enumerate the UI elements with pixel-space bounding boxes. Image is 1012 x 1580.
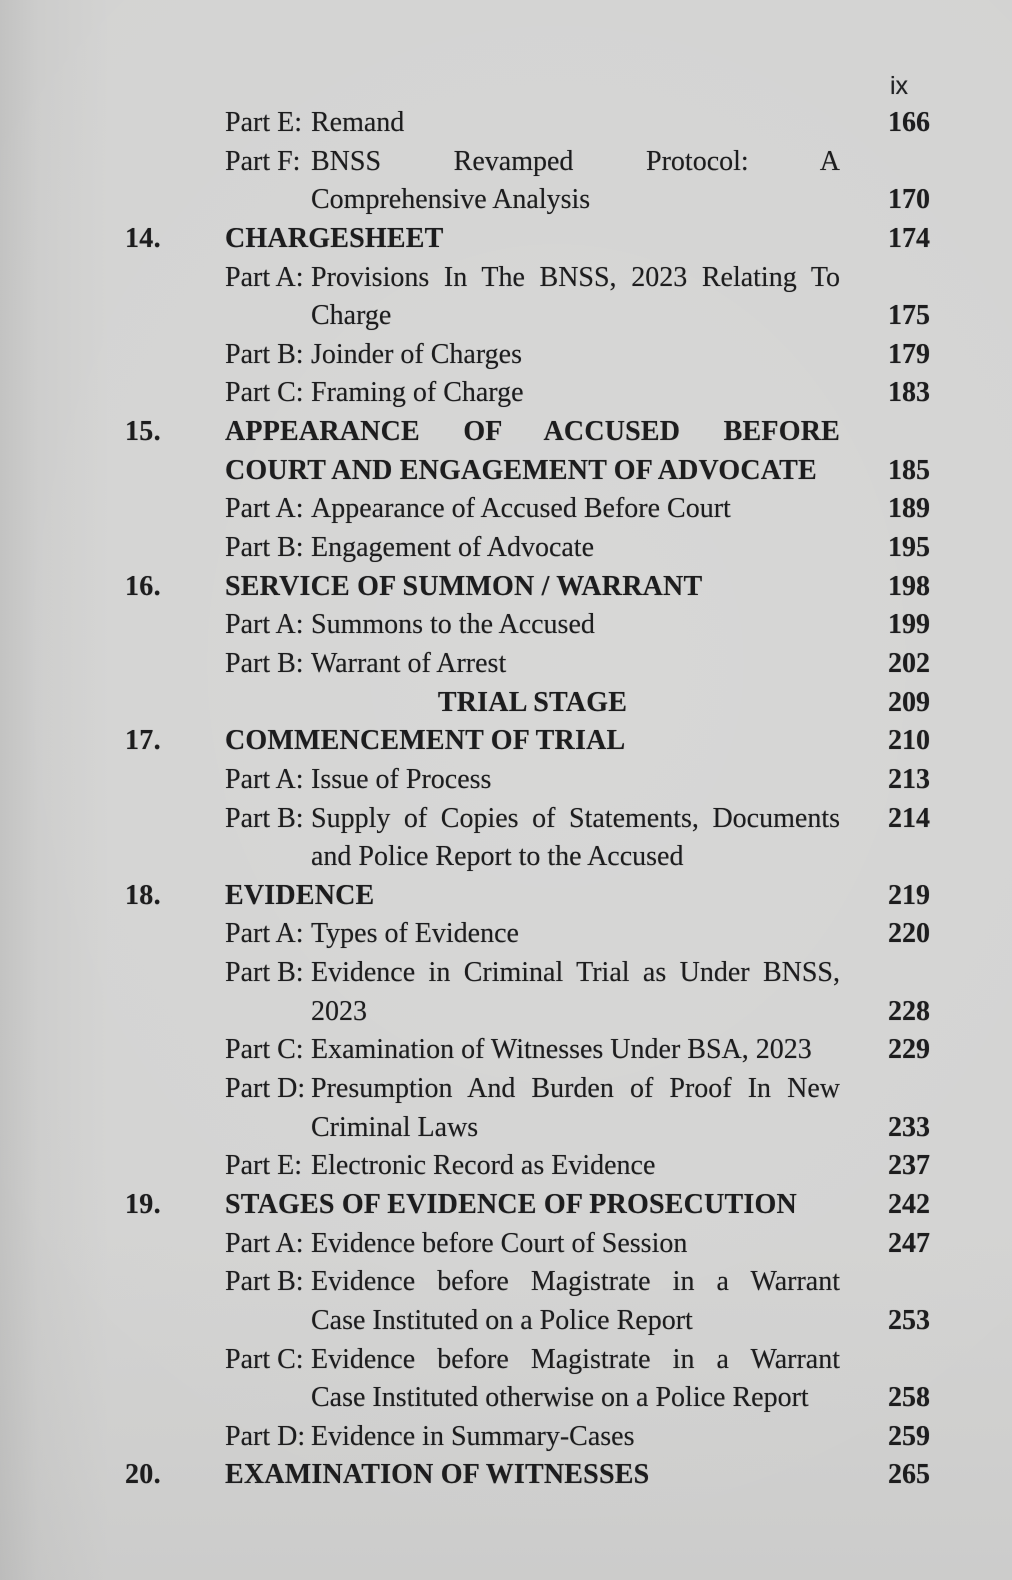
entry-text: Warrant of Arrest bbox=[311, 647, 507, 679]
page-number: 259 bbox=[888, 1420, 930, 1452]
toc-row bbox=[125, 529, 930, 568]
entry-title bbox=[225, 954, 840, 993]
toc-row bbox=[125, 877, 930, 916]
page-number: 183 bbox=[888, 377, 930, 409]
toc-row bbox=[125, 645, 930, 684]
entry-text: Appearance of Accused Before Court bbox=[311, 493, 731, 525]
chapter-title bbox=[225, 1456, 840, 1495]
toc-row bbox=[125, 800, 930, 839]
page-number: 219 bbox=[888, 879, 930, 911]
entry-text: Case Instituted otherwise on a Police Report bbox=[311, 1382, 809, 1414]
page-number: 175 bbox=[888, 300, 930, 332]
section-heading bbox=[225, 684, 840, 723]
entry-title bbox=[225, 529, 840, 568]
entry-text: SERVICE OF SUMMON / WARRANT bbox=[225, 570, 703, 602]
entry-text: Case Instituted on a Police Report bbox=[311, 1304, 693, 1336]
entry-title bbox=[225, 1302, 840, 1341]
entry-text: Electronic Record as Evidence bbox=[311, 1150, 656, 1182]
entry-text: Types of Evidence bbox=[311, 918, 519, 950]
entry-text: TRIAL STAGE bbox=[437, 686, 628, 718]
entry-title bbox=[225, 143, 840, 182]
page-number: 198 bbox=[888, 570, 930, 602]
page-number: 258 bbox=[888, 1382, 930, 1414]
entry-title bbox=[225, 838, 840, 877]
entry-title bbox=[225, 606, 840, 645]
toc-row bbox=[125, 1031, 930, 1070]
toc-row bbox=[125, 143, 930, 182]
chapter-title bbox=[225, 452, 840, 491]
entry-title bbox=[225, 1379, 840, 1418]
toc-row bbox=[125, 413, 930, 452]
entry-title bbox=[225, 259, 840, 298]
page-number: 242 bbox=[888, 1188, 930, 1220]
toc-row bbox=[125, 1070, 930, 1109]
page-number: 202 bbox=[888, 647, 930, 679]
part-label: Part B: bbox=[225, 957, 304, 989]
page-number: 214 bbox=[888, 802, 930, 834]
toc-list bbox=[125, 104, 930, 1495]
part-label: Part B: bbox=[225, 1266, 304, 1298]
page-number: 199 bbox=[888, 609, 930, 641]
chapter-title bbox=[225, 877, 840, 916]
chapter-title bbox=[225, 568, 840, 607]
page-number: 166 bbox=[888, 107, 930, 138]
toc-row bbox=[125, 1263, 930, 1302]
entry-title bbox=[225, 1341, 840, 1380]
entry-text: Presumption And Burden of Proof In New bbox=[311, 1073, 840, 1105]
page-number: 229 bbox=[888, 1034, 930, 1066]
entry-text: Charge bbox=[311, 300, 392, 332]
entry-text: APPEARANCE OF ACCUSED BEFORE bbox=[225, 416, 840, 448]
part-label: Part A: bbox=[225, 1227, 304, 1259]
entry-text: COURT AND ENGAGEMENT OF ADVOCATE bbox=[225, 454, 817, 486]
entry-text: Framing of Charge bbox=[311, 377, 524, 409]
folio-page-number: ix bbox=[889, 72, 908, 100]
page-number: 228 bbox=[888, 995, 930, 1027]
part-label: Part D: bbox=[225, 1420, 306, 1452]
entry-text: Comprehensive Analysis bbox=[311, 184, 591, 216]
part-label: Part B: bbox=[225, 802, 304, 834]
chapter-number: 19. bbox=[125, 1188, 161, 1220]
entry-title bbox=[225, 490, 840, 529]
toc-row bbox=[125, 220, 930, 259]
page-number: 179 bbox=[888, 338, 930, 370]
toc-row bbox=[125, 374, 930, 413]
entry-title bbox=[225, 1418, 840, 1457]
entry-text: Engagement of Advocate bbox=[311, 532, 595, 564]
chapter-title bbox=[225, 1186, 840, 1225]
chapter-number: 16. bbox=[125, 570, 161, 602]
toc-row bbox=[125, 1379, 930, 1418]
toc-row bbox=[125, 452, 930, 491]
entry-title bbox=[225, 1031, 840, 1070]
chapter-title bbox=[225, 220, 840, 259]
part-label: Part D: bbox=[225, 1073, 306, 1105]
part-label: Part A: bbox=[225, 493, 304, 525]
entry-text: Provisions In The BNSS, 2023 Relating To bbox=[311, 261, 840, 293]
entry-title bbox=[225, 374, 840, 413]
entry-text: Examination of Witnesses Under BSA, 2023 bbox=[311, 1034, 812, 1066]
entry-title bbox=[225, 181, 840, 220]
entry-text: Issue of Process bbox=[311, 763, 492, 795]
part-label: Part E: bbox=[225, 1150, 302, 1182]
toc-row bbox=[125, 1456, 930, 1495]
toc-row bbox=[125, 297, 930, 336]
entry-text: STAGES OF EVIDENCE OF PROSECUTION bbox=[225, 1188, 797, 1220]
page-number: 174 bbox=[888, 222, 930, 254]
entry-text: Criminal Laws bbox=[311, 1111, 479, 1143]
entry-text: Supply of Copies of Statements, Documents bbox=[311, 802, 840, 834]
entry-title bbox=[225, 915, 840, 954]
entry-title bbox=[225, 1147, 840, 1186]
entry-text: CHARGESHEET bbox=[225, 222, 444, 254]
entry-text: EXAMINATION OF WITNESSES bbox=[225, 1459, 650, 1491]
entry-text: 2023 bbox=[311, 995, 367, 1027]
part-label: Part C: bbox=[225, 1343, 304, 1375]
part-label: Part E: bbox=[225, 107, 302, 138]
toc-row bbox=[125, 1341, 930, 1380]
entry-title bbox=[225, 800, 840, 839]
entry-text: EVIDENCE bbox=[225, 879, 375, 911]
page-number: 220 bbox=[888, 918, 930, 950]
entry-text: Evidence before Court of Session bbox=[311, 1227, 688, 1259]
part-label: Part A: bbox=[225, 763, 304, 795]
toc-row bbox=[125, 490, 930, 529]
part-label: Part C: bbox=[225, 377, 304, 409]
entry-title bbox=[225, 1070, 840, 1109]
entry-text: Evidence before Magistrate in a Warrant bbox=[311, 1266, 840, 1298]
chapter-title bbox=[225, 413, 840, 452]
entry-title bbox=[225, 1109, 840, 1148]
toc-row bbox=[125, 761, 930, 800]
toc-row bbox=[125, 838, 930, 877]
toc-row bbox=[125, 1225, 930, 1264]
toc-row bbox=[125, 993, 930, 1032]
entry-title bbox=[225, 645, 840, 684]
page-number: 195 bbox=[888, 532, 930, 564]
entry-text: Evidence in Summary-Cases bbox=[311, 1420, 635, 1452]
entry-title bbox=[225, 993, 840, 1032]
entry-text: Remand bbox=[311, 107, 405, 138]
toc-row bbox=[125, 1418, 930, 1457]
part-label: Part A: bbox=[225, 261, 304, 293]
entry-text: Summons to the Accused bbox=[311, 609, 595, 641]
page-number: 170 bbox=[888, 184, 930, 216]
page-number: 185 bbox=[888, 454, 930, 486]
toc-row bbox=[125, 259, 930, 298]
toc-row bbox=[125, 568, 930, 607]
toc-row bbox=[125, 684, 930, 723]
chapter-number: 15. bbox=[125, 416, 161, 448]
page-number: 247 bbox=[888, 1227, 930, 1259]
entry-text: and Police Report to the Accused bbox=[311, 841, 684, 873]
part-label: Part C: bbox=[225, 1034, 304, 1066]
entry-text: COMMENCEMENT OF TRIAL bbox=[225, 725, 626, 757]
entry-title bbox=[225, 336, 840, 375]
entry-text: Evidence in Criminal Trial as Under BNSS, bbox=[311, 957, 840, 989]
chapter-number: 17. bbox=[125, 725, 161, 757]
part-label: Part A: bbox=[225, 609, 304, 641]
entry-text: Joinder of Charges bbox=[311, 338, 522, 370]
page-number: 237 bbox=[888, 1150, 930, 1182]
chapter-number: 20. bbox=[125, 1459, 161, 1491]
page-number: 253 bbox=[888, 1304, 930, 1336]
page-number: 265 bbox=[888, 1459, 930, 1491]
entry-text: Evidence before Magistrate in a Warrant bbox=[311, 1343, 840, 1375]
toc-row bbox=[125, 1186, 930, 1225]
entry-title bbox=[225, 104, 840, 143]
page-number: 210 bbox=[888, 725, 930, 757]
toc-row bbox=[125, 181, 930, 220]
entry-title bbox=[225, 1263, 840, 1302]
toc-row bbox=[125, 1147, 930, 1186]
part-label: Part A: bbox=[225, 918, 304, 950]
page-number: 233 bbox=[888, 1111, 930, 1143]
part-label: Part F: bbox=[225, 145, 301, 177]
part-label: Part B: bbox=[225, 647, 304, 679]
entry-title bbox=[225, 297, 840, 336]
page-number: 189 bbox=[888, 493, 930, 525]
entry-text: BNSS Revamped Protocol: A bbox=[311, 145, 840, 177]
part-label: Part B: bbox=[225, 532, 304, 564]
toc-row bbox=[125, 1302, 930, 1341]
toc-row bbox=[125, 336, 930, 375]
entry-title bbox=[225, 761, 840, 800]
page-number: 213 bbox=[888, 763, 930, 795]
page-number: 209 bbox=[888, 686, 930, 718]
toc-row bbox=[125, 915, 930, 954]
chapter-number: 14. bbox=[125, 222, 161, 254]
toc-row bbox=[125, 1109, 930, 1148]
toc-row bbox=[125, 954, 930, 993]
toc-row bbox=[125, 104, 930, 143]
part-label: Part B: bbox=[225, 338, 304, 370]
entry-title bbox=[225, 1225, 840, 1264]
chapter-title bbox=[225, 722, 840, 761]
toc-row bbox=[125, 722, 930, 761]
chapter-number: 18. bbox=[125, 879, 161, 911]
toc-row bbox=[125, 606, 930, 645]
